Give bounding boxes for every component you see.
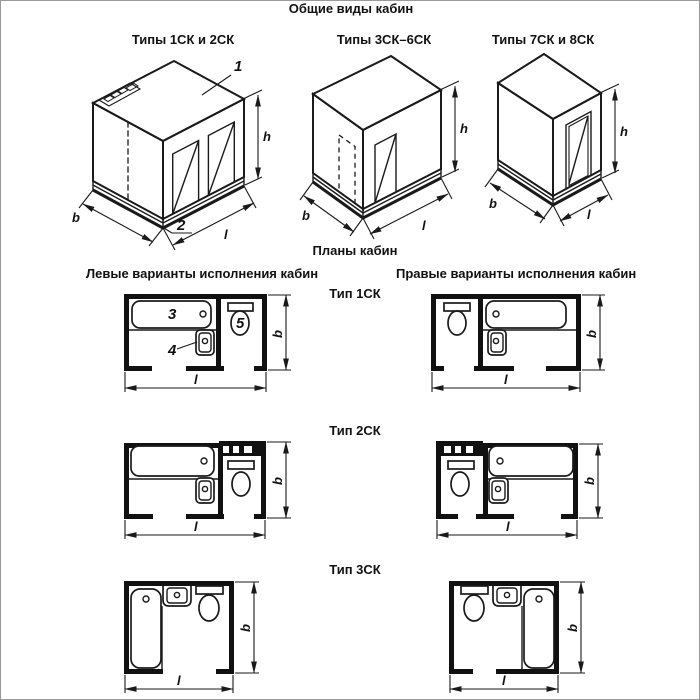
- svg-text:l: l: [506, 519, 510, 534]
- door-opening: [208, 122, 234, 196]
- view-label-types-7-8: Типы 7СК и 8СК: [491, 32, 595, 47]
- cabin-box: [313, 56, 441, 209]
- bath-drain: [201, 458, 207, 464]
- svg-text:b: b: [584, 330, 599, 338]
- dimension-h: [442, 81, 468, 177]
- door-opening: [566, 112, 591, 190]
- bath-drain: [143, 596, 149, 602]
- iso-view-types-1-2: [36, 49, 281, 254]
- bathtub: [131, 589, 161, 668]
- view-label-types-3-6: Типы 3СК–6СК: [336, 32, 432, 47]
- washbasin: [163, 586, 191, 606]
- svg-text:l: l: [587, 207, 591, 222]
- svg-text:2: 2: [177, 217, 186, 234]
- dimension-l: [125, 673, 233, 693]
- svg-text:l: l: [422, 218, 426, 233]
- dimension-b: [579, 444, 603, 518]
- basin-drain: [504, 592, 509, 597]
- svg-text:b: b: [582, 477, 597, 485]
- toilet: [444, 303, 470, 335]
- svg-text:l: l: [194, 372, 198, 387]
- svg-text:b: b: [72, 210, 80, 225]
- svg-text:l: l: [194, 519, 198, 534]
- bathtub: [489, 446, 573, 476]
- dimension-b: [560, 582, 585, 673]
- basin-drain: [493, 338, 498, 343]
- washbasin: [196, 330, 214, 355]
- washbasin: [196, 478, 214, 503]
- plan-1sk-right: [426, 289, 616, 404]
- view-label-types-1-2: Типы 1СК и 2СК: [131, 32, 235, 47]
- vent-slot: [244, 446, 252, 453]
- svg-text:h: h: [620, 124, 628, 139]
- iso-view-types-3-6: [284, 51, 469, 246]
- iso-view-types-7-8: [479, 49, 669, 249]
- dimension-h: [602, 84, 628, 178]
- dimension-b: [582, 295, 605, 370]
- toilet: [228, 461, 254, 496]
- basin-drain: [202, 486, 207, 491]
- dimension-l: [432, 372, 580, 392]
- dimension-l: [450, 673, 558, 693]
- bath-drain: [200, 311, 206, 317]
- callout-washbasin: [167, 342, 197, 359]
- bathtub: [486, 301, 566, 328]
- svg-text:l: l: [504, 372, 508, 387]
- bath-drain: [497, 458, 503, 464]
- vent-slot: [233, 446, 239, 453]
- svg-text:h: h: [263, 129, 271, 144]
- svg-text:b: b: [270, 477, 285, 485]
- toilet: [448, 461, 474, 496]
- svg-text:b: b: [238, 624, 253, 632]
- callout-bathtub: 3: [168, 306, 177, 323]
- title-general-views: Общие виды кабин: [288, 1, 414, 16]
- column-header-left-variants: Левые варианты исполнения кабин: [86, 266, 319, 281]
- svg-text:l: l: [502, 673, 506, 688]
- basin-drain: [202, 338, 207, 343]
- base-pallet: [313, 169, 441, 218]
- vent-slot: [455, 446, 461, 453]
- washbasin: [489, 478, 508, 503]
- bathtub: [524, 589, 554, 668]
- callout-toilet: 5: [236, 315, 245, 332]
- roof-vent-grille: [99, 83, 140, 106]
- svg-text:h: h: [460, 121, 468, 136]
- dimension-l: [125, 519, 265, 539]
- svg-text:b: b: [489, 196, 497, 211]
- svg-text:b: b: [270, 330, 285, 338]
- title-plans: Планы кабин: [312, 243, 398, 258]
- toilet: [228, 303, 253, 335]
- partition-wall: [216, 299, 221, 366]
- cabin-box: [93, 61, 244, 219]
- svg-text:1: 1: [234, 58, 243, 75]
- washbasin: [488, 330, 506, 355]
- svg-text:4: 4: [168, 342, 177, 359]
- basin-drain: [174, 592, 179, 597]
- svg-text:l: l: [177, 673, 181, 688]
- door-opening: [173, 141, 199, 215]
- bathtub: [132, 301, 211, 328]
- row-label-type-2sk: Тип 2СК: [329, 423, 381, 438]
- bath-drain: [493, 311, 499, 317]
- plan-2sk-right: [426, 439, 616, 554]
- partition-wall: [483, 448, 488, 514]
- svg-text:b: b: [565, 624, 580, 632]
- hidden-door-left-face: [339, 135, 355, 203]
- row-label-type-3sk: Тип 3СК: [329, 562, 381, 577]
- partition-wall: [218, 448, 223, 514]
- washbasin: [493, 586, 521, 606]
- dimension-b: [267, 442, 291, 518]
- dimension-l: [125, 372, 266, 392]
- dimension-l: [553, 179, 612, 226]
- vent-slot: [466, 446, 473, 453]
- partition-wall: [478, 299, 483, 366]
- plan-1sk-left: [116, 289, 306, 404]
- callout-1-roof: [202, 58, 242, 95]
- vent-slot: [444, 446, 451, 453]
- bathtub: [131, 446, 214, 476]
- row-label-type-1sk: Тип 1СК: [329, 286, 381, 301]
- plan-2sk-left: [116, 439, 306, 554]
- plan-3sk-left: [116, 576, 266, 700]
- svg-text:b: b: [302, 208, 310, 223]
- bath-drain: [536, 596, 542, 602]
- vent-slot: [223, 446, 229, 453]
- svg-text:l: l: [224, 227, 228, 242]
- toilet: [196, 586, 223, 621]
- toilet: [461, 586, 488, 621]
- column-header-right-variants: Правые варианты исполнения кабин: [396, 266, 637, 281]
- dimension-b: [268, 295, 291, 370]
- dimension-h: [245, 90, 271, 185]
- dimension-b: [235, 582, 259, 673]
- dimension-l: [437, 519, 577, 539]
- basin-drain: [495, 486, 500, 491]
- plan-3sk-right: [441, 576, 591, 700]
